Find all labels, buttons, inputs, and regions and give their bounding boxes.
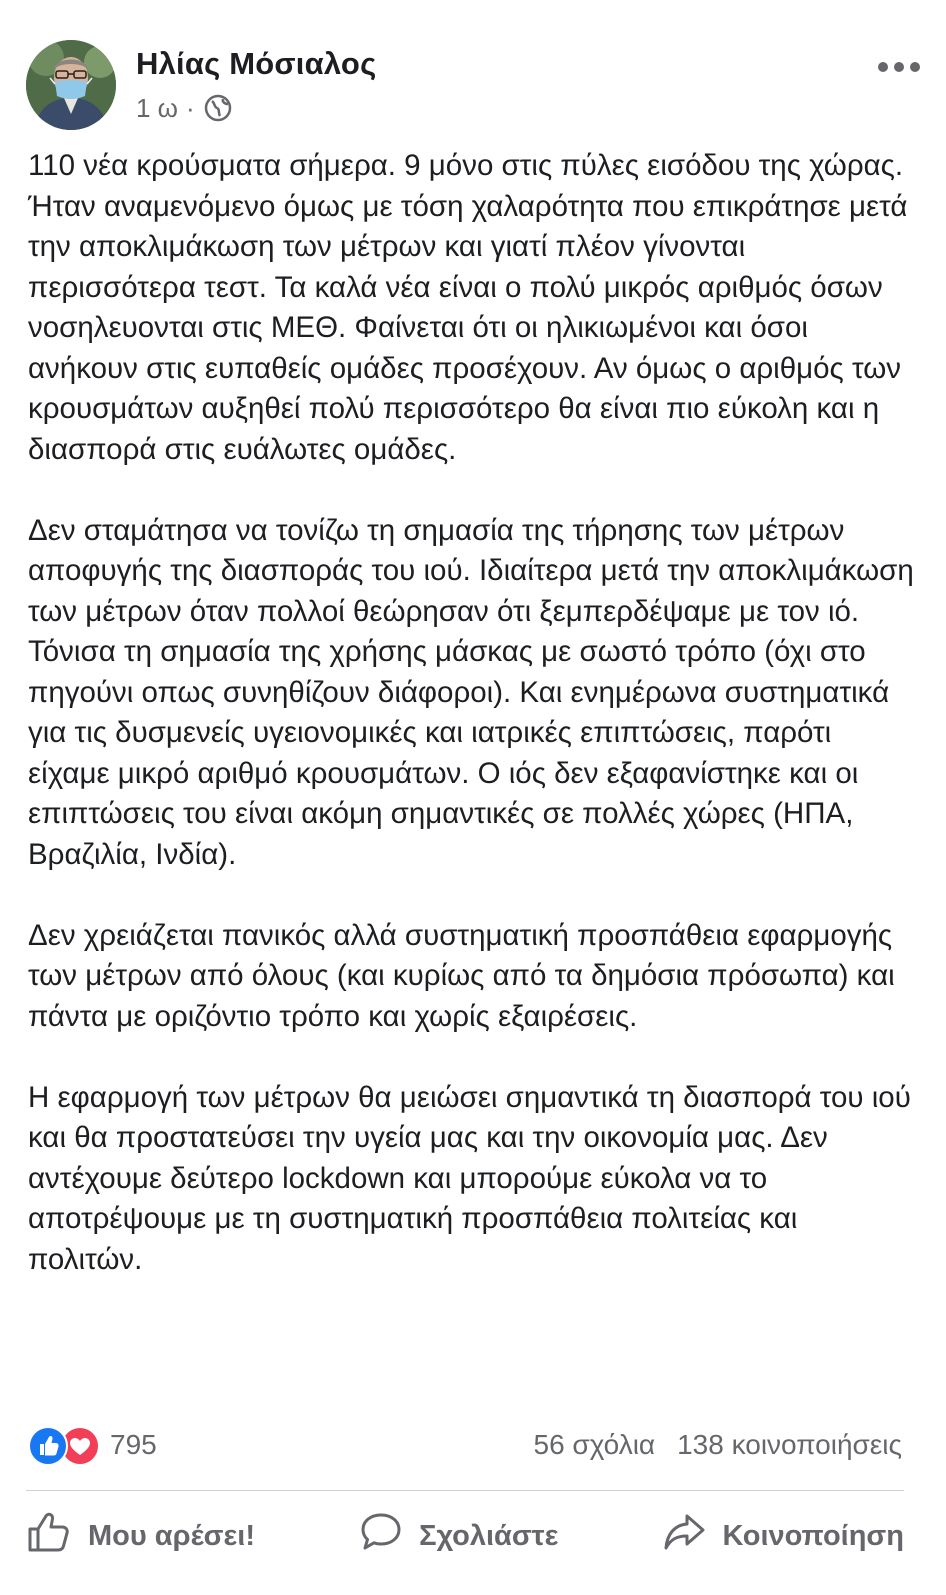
- avatar[interactable]: [26, 40, 116, 130]
- post-paragraph: Δεν σταμάτησα να τονίζω τη σημασία της τήρησης των μέτρων αποφυγής της διασποράς του ιού. Ιδιαίτερα μετά την αποκλιμάκωση των μέτρων όταν πολλοί θεώρησαν ότι ξεμπερδέψαμε με τον ιό. Τόνισα τη σημασία της χρήσης μάσκας με σωστό τρόπο (όχι στο πηγούνι οπως συνηθίζουν διάφοροι). Και ενημέρωνα συστηματικά για τις δυσμενείς υγειονομικές και ιατρικές επιπτώσεις, παρότι είχαμε μικρό αριθμό κρουσμάτων. Ο ιός δεν εξαφανίστηκε και οι επιπτώσεις του είναι ακόμη σημαντικές σε πολλές χώρες (ΗΠΑ, Βραζιλία, Ινδία).: [28, 513, 914, 871]
- comment-label: Σχολιάστε: [419, 1519, 559, 1552]
- post-body: [28, 146, 918, 1321]
- engagement-counts: [534, 1429, 903, 1461]
- share-button[interactable]: [662, 1511, 904, 1561]
- reactions-bar: [28, 1425, 902, 1465]
- meta-separator: ·: [185, 92, 195, 123]
- comment-button[interactable]: [359, 1511, 558, 1561]
- like-icon: [28, 1426, 68, 1466]
- post-meta: [136, 90, 233, 126]
- author-name[interactable]: Ηλίας Μόσιαλος: [136, 46, 377, 81]
- share-label: Κοινοποίηση: [722, 1519, 904, 1552]
- thumbs-up-icon: [26, 1511, 88, 1561]
- like-label: Μου αρέσει!: [88, 1519, 255, 1552]
- post-paragraph: 110 νέα κρούσματα σήμερα. 9 μόνο στις πύλες εισόδου της χώρας. Ήταν αναμενόμενο όμως με τόση χαλαρότητα που επικράτησε μετά την αποκλιμάκωση των μέτρων και γιατί πλέον γίνονται περισσότερα τεστ. Τα καλά νέα είναι ο πολύ μικρός αριθμός όσων νοσηλευονται στις ΜΕΘ. Φαίνεται ότι οι ηλικιωμένοι και όσοι ανήκουν στις ευπαθείς ομάδες προσέχουν. Αν όμως ο αριθμός των κρουσμάτων αυξηθεί πολύ περισσότερο θα είναι πιο εύκολη και η διασπορά στις ευάλωτες ομάδες.: [28, 149, 908, 466]
- post-time[interactable]: 1 ω: [136, 92, 178, 123]
- post-header: [26, 40, 920, 132]
- more-options-icon[interactable]: [878, 58, 920, 76]
- globe-icon: [203, 93, 233, 123]
- more-dot: [910, 62, 920, 72]
- post-paragraph: Η εφαρμογή των μέτρων θα μειώσει σημαντικά τη διασπορά του ιού και θα προστατεύσει την υγεία μας και την οικονομία μας. Δεν αντέχουμε δεύτερο lockdown και μπορούμε εύκολα να το αποτρέψουμε με τη συστηματική προσπάθεια πολιτείας και πολιτών.: [28, 1080, 911, 1276]
- comment-icon: [359, 1511, 419, 1561]
- divider: [26, 1490, 904, 1491]
- more-dot: [894, 62, 904, 72]
- like-button[interactable]: [26, 1511, 255, 1561]
- reaction-icons[interactable]: [28, 1426, 104, 1464]
- reaction-count[interactable]: 795: [110, 1429, 157, 1460]
- more-dot: [878, 62, 888, 72]
- share-icon: [662, 1511, 722, 1561]
- comments-count[interactable]: 56 σχόλια: [533, 1429, 656, 1460]
- action-bar: [26, 1508, 904, 1564]
- shares-count[interactable]: 138 κοινοποιήσεις: [677, 1429, 902, 1460]
- post-paragraph: Δεν χρειάζεται πανικός αλλά συστηματική προσπάθεια εφαρμογής των μέτρων από όλους (και κυρίως από τα δημόσια πρόσωπα) και πάντα με οριζόντιο τρόπο και χωρίς εξαιρέσεις.: [28, 918, 895, 1033]
